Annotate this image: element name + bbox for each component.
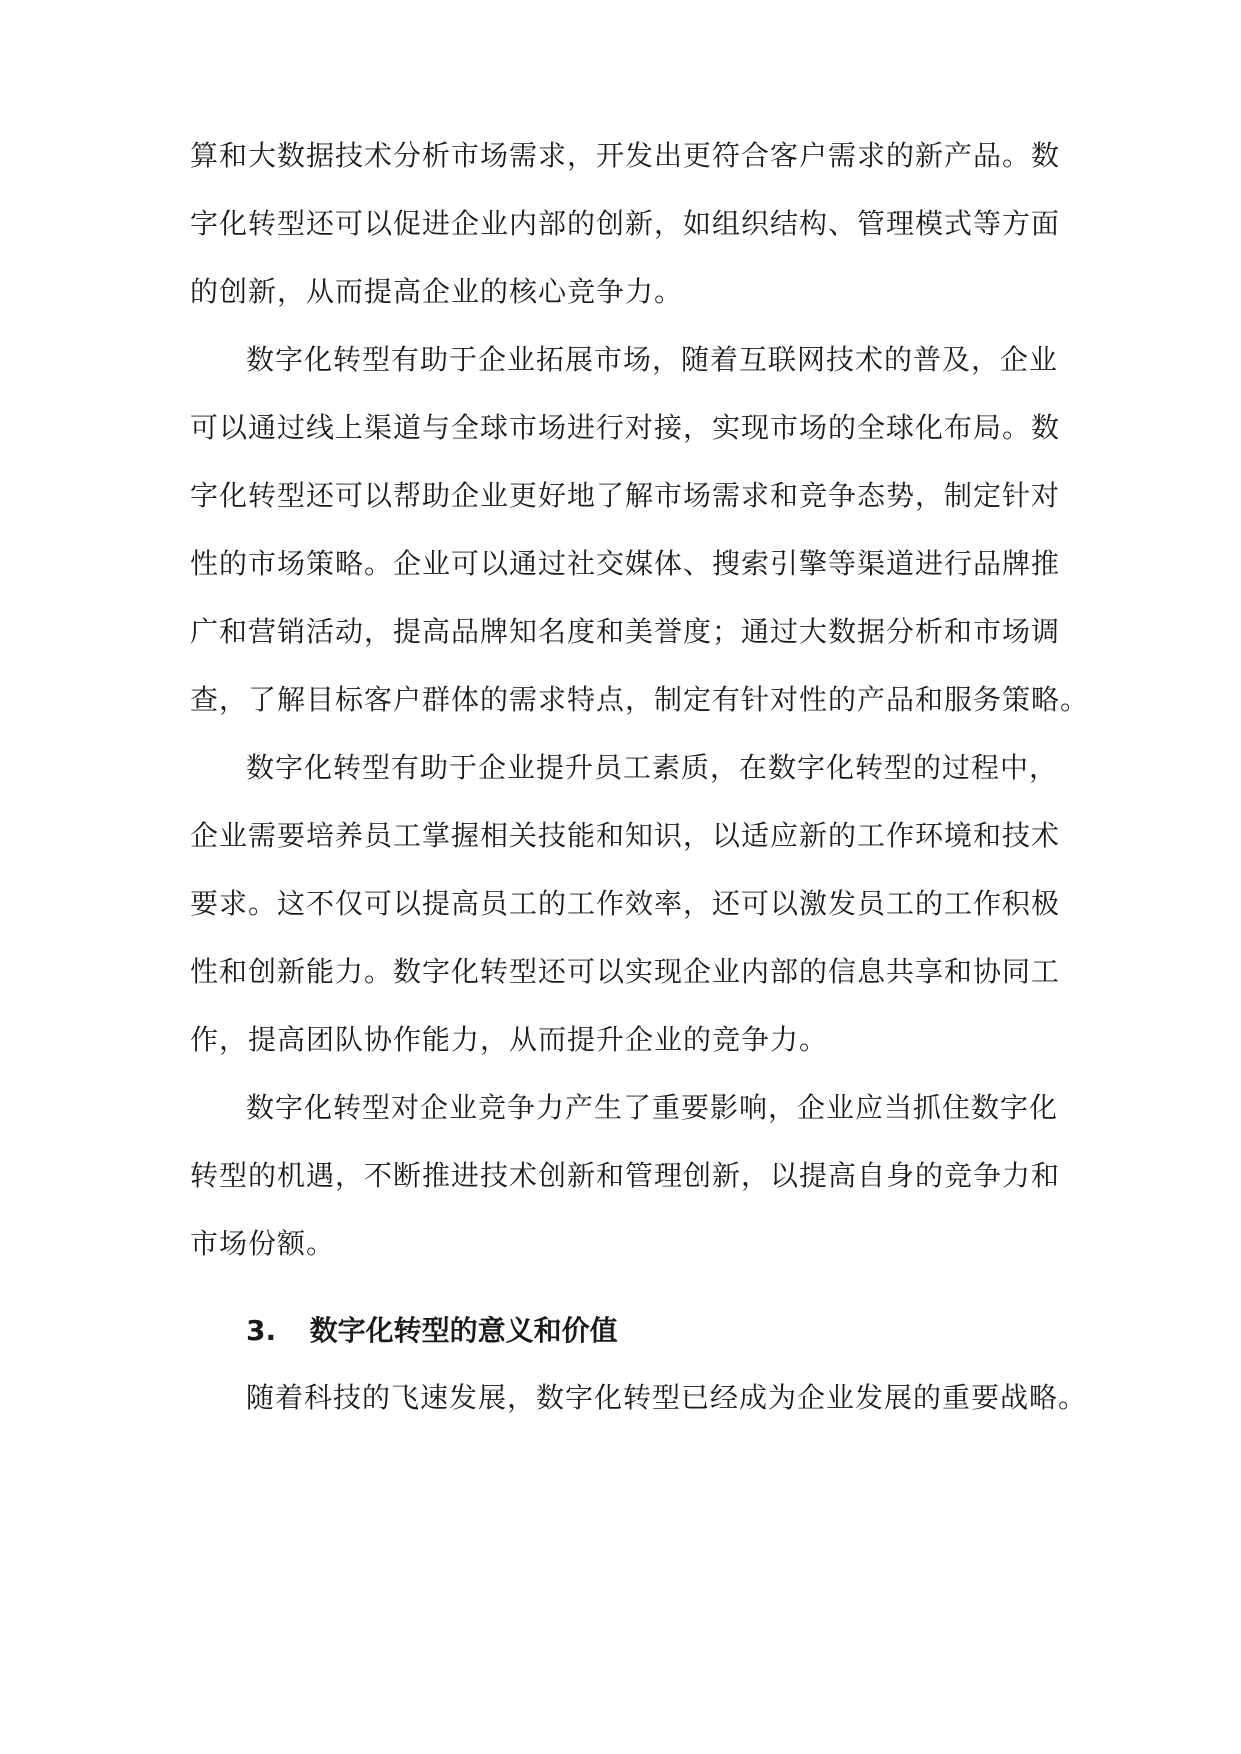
- paragraph-3-line-5: 作，提高团队协作能力，从而提升企业的竞争力。: [190, 1023, 829, 1056]
- paragraph-1-line-2: 字化转型还可以促进企业内部的创新，如组织结构、管理模式等方面: [190, 207, 1061, 240]
- paragraph-2-line-6: 查，了解目标客户群体的需求特点，制定有针对性的产品和服务策略。: [190, 683, 1090, 716]
- paragraph-2-line-1: 数字化转型有助于企业拓展市场，随着互联网技术的普及，企业: [246, 343, 1059, 376]
- section-title: 数字化转型的意义和价值: [309, 1314, 618, 1347]
- paragraph-4-line-3: 市场份额。: [190, 1227, 336, 1260]
- final-paragraph-line-1: 随着科技的飞速发展，数字化转型已经成为企业发展的重要战略。: [246, 1381, 1088, 1414]
- paragraph-1-line-3: 的创新，从而提高企业的核心竞争力。: [190, 275, 684, 308]
- paragraph-2-line-2: 可以通过线上渠道与全球市场进行对接，实现市场的全球化布局。数: [190, 411, 1061, 444]
- paragraph-3-line-2: 企业需要培养员工掌握相关技能和知识，以适应新的工作环境和技术: [190, 819, 1061, 852]
- paragraph-3-line-3: 要求。这不仅可以提高员工的工作效率，还可以激发员工的工作积极: [190, 887, 1061, 920]
- paragraph-3-line-1: 数字化转型有助于企业提升员工素质，在数字化转型的过程中，: [246, 751, 1059, 784]
- paragraph-3-line-4: 性和创新能力。数字化转型还可以实现企业内部的信息共享和协同工: [190, 955, 1061, 988]
- section-heading: [246, 1311, 1050, 1351]
- paragraph-4-line-2: 转型的机遇，不断推进技术创新和管理创新，以提高自身的竞争力和: [190, 1159, 1061, 1192]
- paragraph-2-line-4: 性的市场策略。企业可以通过社交媒体、搜索引擎等渠道进行品牌推: [190, 547, 1061, 580]
- paragraph-1-line-1: 算和大数据技术分析市场需求，开发出更符合客户需求的新产品。数: [190, 139, 1061, 172]
- paragraph-2-line-5: 广和营销活动，提高品牌知名度和美誉度；通过大数据分析和市场调: [190, 615, 1061, 648]
- paragraph-2-line-3: 字化转型还可以帮助企业更好地了解市场需求和竞争态势，制定针对: [190, 479, 1061, 512]
- paragraph-4-line-1: 数字化转型对企业竞争力产生了重要影响，企业应当抓住数字化: [246, 1091, 1059, 1124]
- section-number: 3.: [246, 1314, 277, 1347]
